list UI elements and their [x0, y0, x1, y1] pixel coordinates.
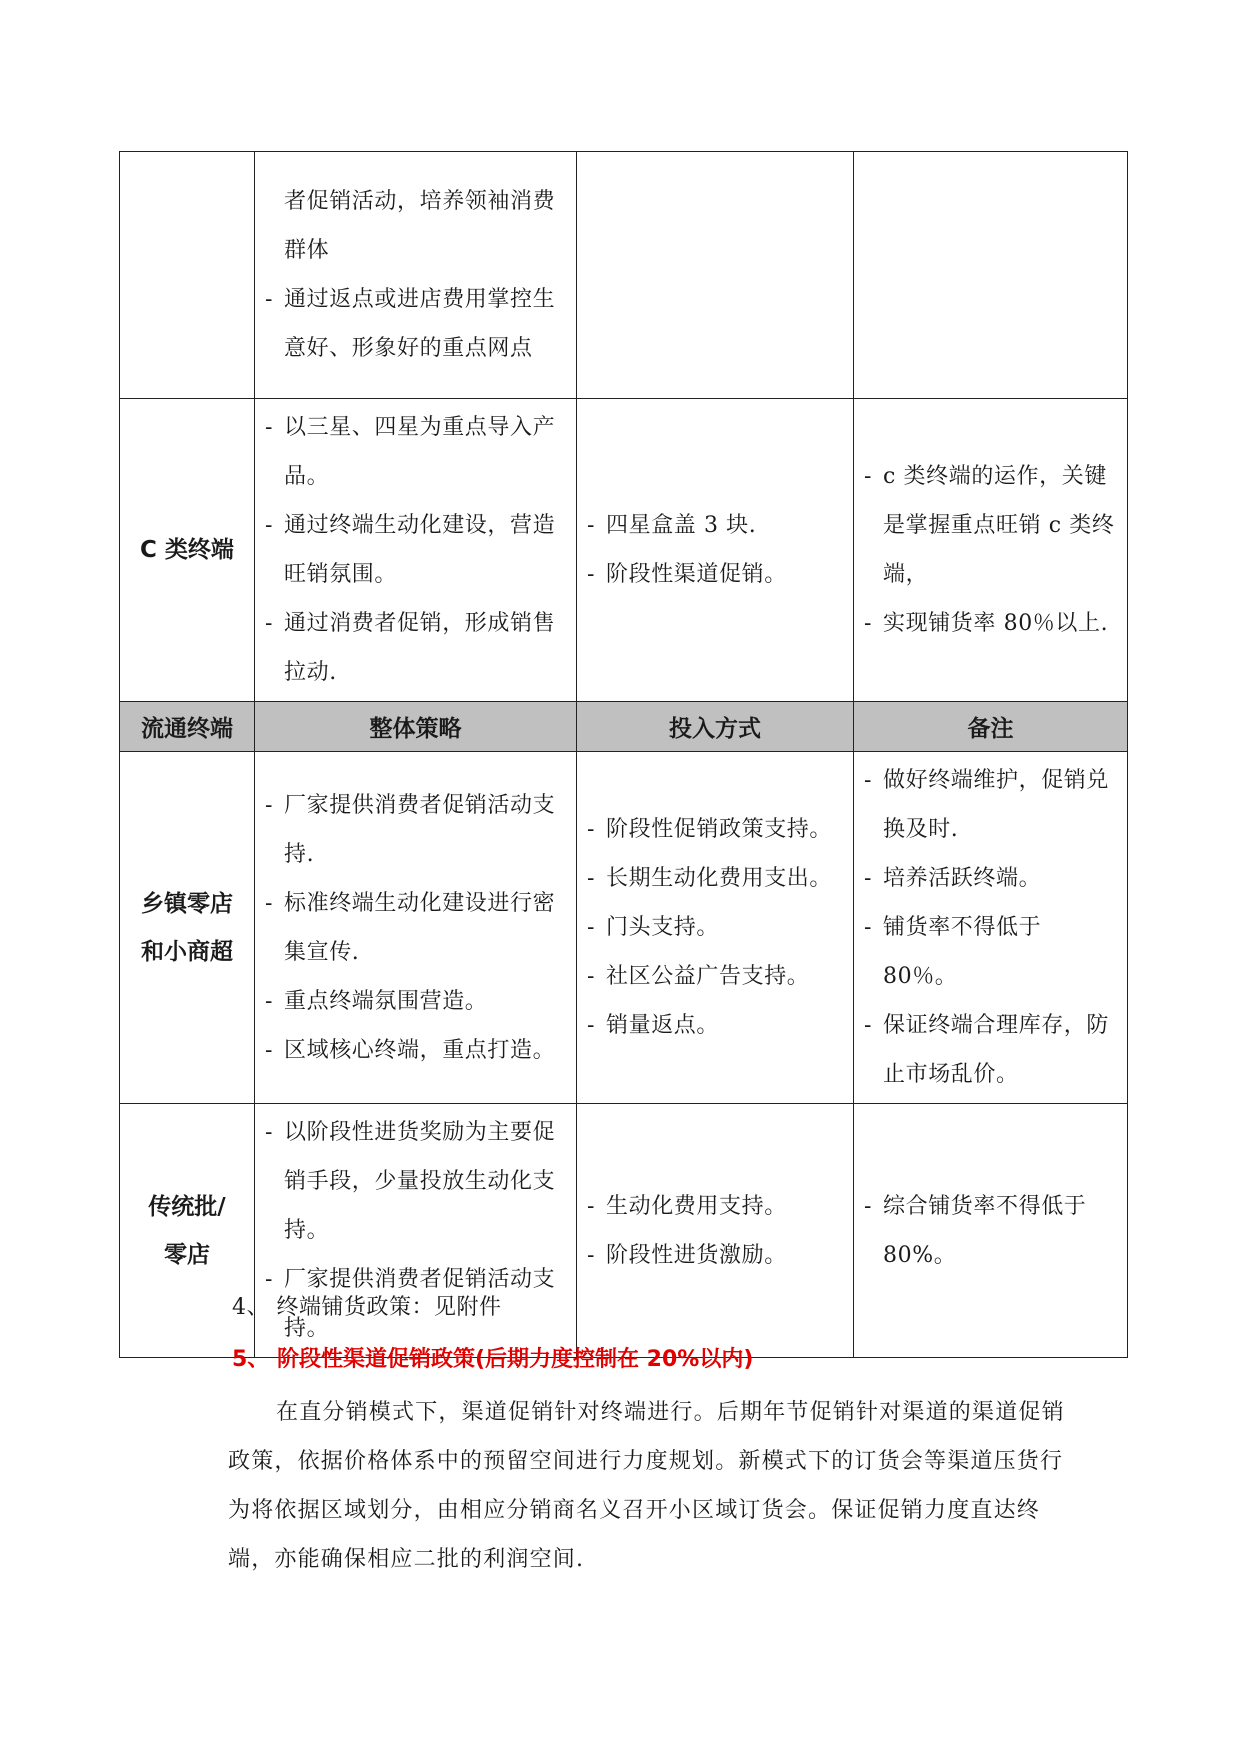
- c-notes-cell: [854, 399, 1128, 702]
- traditional-notes-cell: [854, 1104, 1128, 1358]
- continued-label-cell: [120, 152, 255, 399]
- list-item: - 标准终端生动化建设进行密集宣传.: [265, 890, 556, 965]
- table-row-township: [120, 752, 1128, 1104]
- continued-strategy-cell: [255, 152, 577, 399]
- list-item: - 通过终端生动化建设，营造旺销氛围。: [265, 513, 556, 587]
- list-item: - 培养活跃终端。: [864, 866, 1042, 891]
- list-item: - 厂家提供消费者促销活动支持。: [265, 1267, 556, 1341]
- list-item: - 铺货率不得低于 80％。: [864, 915, 1042, 989]
- header-channel-terminal: 流通终端: [120, 702, 255, 752]
- continued-investment-cell: [577, 152, 854, 399]
- list-item: - 综合铺货率不得低于 80%。: [864, 1193, 1087, 1268]
- table-row-c-terminal: [120, 399, 1128, 702]
- list-item: - 长期生动化费用支出。: [587, 866, 833, 891]
- row-label-township: 乡镇零店 和小商超: [120, 752, 255, 1104]
- list-item: - 四星盒盖 3 块.: [587, 513, 757, 538]
- continued-notes-cell: [854, 152, 1128, 399]
- list-item: - 区域核心终端，重点打造。: [265, 1037, 556, 1063]
- list-item: - 以三星、四星为重点导入产品。: [265, 415, 556, 489]
- list-item: - c 类终端的运作，关键是掌握重点旺销 c 类终端，: [864, 464, 1115, 587]
- section-4-heading: 4、 终端铺货政策：见附件: [232, 1295, 502, 1320]
- row-label-c-terminal: C 类终端: [120, 399, 255, 702]
- list-item: - 厂家提供消费者促销活动支持.: [265, 792, 556, 867]
- header-overall-strategy: 整体策略: [255, 702, 577, 752]
- header-notes: 备注: [854, 702, 1128, 752]
- township-notes-cell: [854, 752, 1128, 1104]
- row-label-traditional: 传统批/ 零店: [120, 1104, 255, 1358]
- c-investment-cell: [577, 399, 854, 702]
- list-item: - 阶段性进货激励。: [587, 1242, 787, 1268]
- policy-table: [119, 151, 1128, 1358]
- township-investment-cell: [577, 752, 854, 1104]
- section-5-heading: 5、 阶段性渠道促销政策(后期力度控制在 20%以内): [232, 1347, 754, 1372]
- list-item: - 通过消费者促销，形成销售拉动.: [265, 611, 556, 685]
- list-item: - 重点终端氛围营造。: [265, 988, 488, 1014]
- list-item: - 阶段性渠道促销。: [587, 562, 787, 587]
- section-5-paragraph: 在直分销模式下，渠道促销针对终端进行。后期年节促销针对渠道的渠道促销政策，依据价格体系中的预留空间进行力度规划。新模式下的订货会等渠道压货行为将依据区域划分，由相应分销商名义召开小区域订货会。保证促销力度直达终端，亦能确保相应二批的利润空间.: [228, 1400, 1065, 1572]
- traditional-investment-cell: [577, 1104, 854, 1358]
- list-item: - 实现铺货率 80％以上.: [864, 611, 1109, 636]
- list-item: - 通过返点或进店费用掌控生意好、形象好的重点网点: [265, 287, 556, 361]
- list-item: - 以阶段性进货奖励为主要促销手段，少量投放生动化支持。: [265, 1120, 556, 1243]
- c-strategy-cell: [255, 399, 577, 702]
- list-item: - 保证终端合理库存，防止市场乱价。: [864, 1013, 1110, 1087]
- list-item: - 门头支持。: [587, 915, 720, 940]
- list-item: - 阶段性促销政策支持。: [587, 817, 833, 842]
- township-strategy-cell: [255, 752, 577, 1104]
- table-header-row: [120, 702, 1128, 752]
- list-item: - 社区公益广告支持。: [587, 964, 810, 989]
- list-item: - 生动化费用支持。: [587, 1193, 787, 1219]
- header-investment-method: 投入方式: [577, 702, 854, 752]
- list-item: - 做好终端维护，促销兑换及时.: [864, 768, 1110, 842]
- list-item: - 销量返点。: [587, 1013, 720, 1038]
- table-row-continued: [120, 152, 1128, 399]
- list-item: 者促销活动，培养领袖消费群体: [284, 189, 556, 263]
